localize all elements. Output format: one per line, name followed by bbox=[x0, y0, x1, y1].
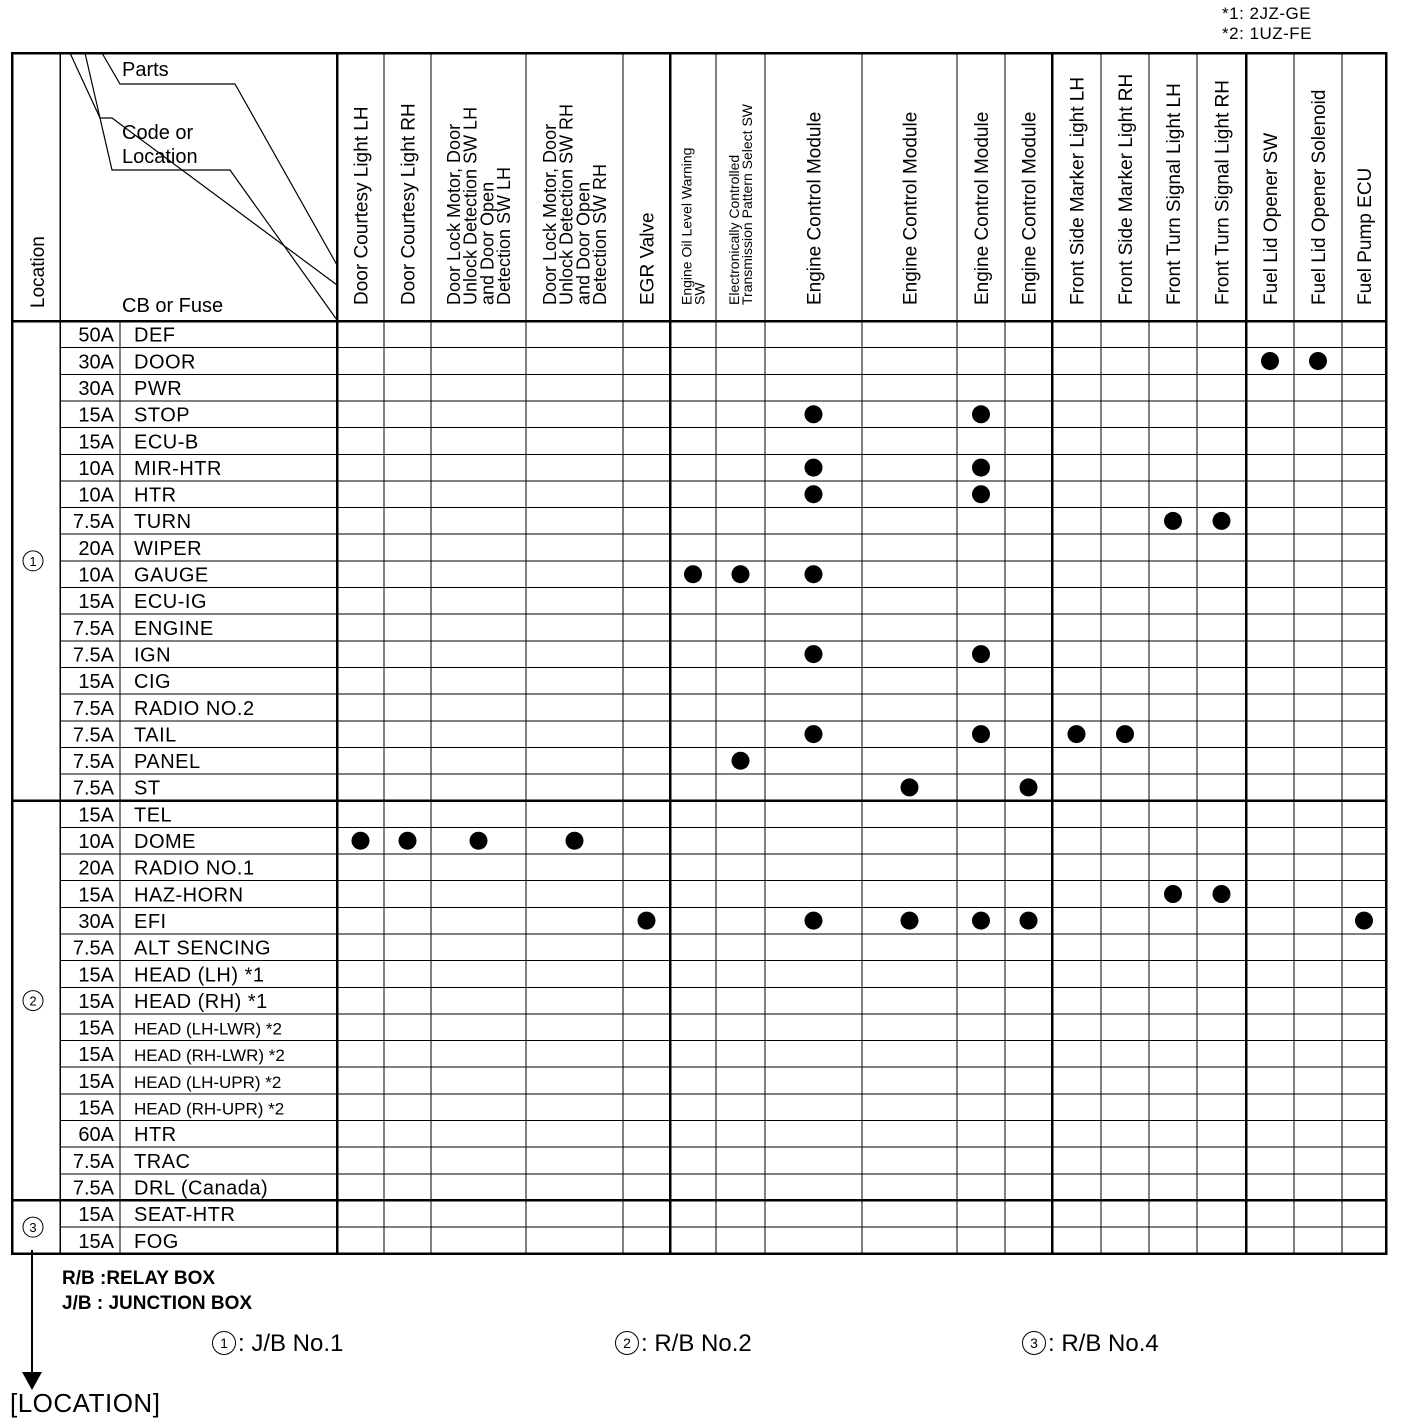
fuse-name: PANEL bbox=[134, 751, 201, 774]
fuse-amperage: 10A bbox=[78, 564, 114, 587]
connection-dot bbox=[972, 725, 990, 743]
group-marker: 1 bbox=[29, 553, 37, 569]
connection-dot bbox=[732, 752, 750, 770]
cb-fuse-header: CB or Fuse bbox=[122, 295, 224, 317]
group-marker: 2 bbox=[29, 993, 37, 1009]
connection-dot bbox=[352, 832, 370, 850]
parts-header: Parts bbox=[122, 59, 169, 81]
column-header-label: and Door Open bbox=[477, 181, 498, 305]
fuse-amperage: 15A bbox=[78, 1070, 114, 1093]
fuse-amperage: 7.5A bbox=[72, 1177, 114, 1200]
fuse-name: HEAD (LH-LWR) *2 bbox=[134, 1019, 282, 1039]
location-marker-3: 3 bbox=[1022, 1331, 1046, 1355]
connection-dot bbox=[732, 565, 750, 583]
fuse-amperage: 7.5A bbox=[72, 1150, 114, 1173]
fuse-amperage: 15A bbox=[78, 1017, 114, 1040]
note-1: *1: 2JZ-GE bbox=[1222, 4, 1312, 23]
connection-dot bbox=[972, 645, 990, 663]
fuse-amperage: 15A bbox=[78, 1204, 114, 1227]
connection-dot bbox=[566, 832, 584, 850]
legend-relay-box: R/B :RELAY BOX bbox=[62, 1268, 216, 1289]
column-header-label: Engine Control Module bbox=[900, 111, 922, 305]
note-2: *2: 1UZ-FE bbox=[1222, 24, 1313, 43]
location-marker-2: 2 bbox=[615, 1331, 639, 1355]
connection-dot bbox=[1020, 912, 1038, 930]
location-marker-1: 1 bbox=[212, 1331, 236, 1355]
column-header-label: Fuel Lid Opener SW bbox=[1260, 132, 1282, 305]
column-header-label: Electronically Controlled bbox=[726, 154, 743, 305]
fuse-amperage: 7.5A bbox=[72, 644, 114, 667]
location-arrow-line bbox=[31, 1250, 33, 1375]
header-diagonal bbox=[85, 53, 337, 320]
fuse-name: GAUGE bbox=[134, 564, 209, 587]
column-header-label: Engine Control Module bbox=[971, 111, 993, 305]
fuse-amperage: 15A bbox=[78, 1230, 114, 1253]
connection-dot bbox=[399, 832, 417, 850]
fuse-name: TRAC bbox=[134, 1150, 191, 1173]
fuse-name: DOME bbox=[134, 831, 196, 853]
fuse-amperage: 15A bbox=[78, 1097, 114, 1120]
connection-dot bbox=[1261, 352, 1279, 370]
fuse-name: DOOR bbox=[134, 351, 196, 374]
connection-dot bbox=[1020, 778, 1038, 796]
fuse-amperage: 7.5A bbox=[72, 751, 114, 774]
fuse-name: ST bbox=[134, 777, 161, 800]
fuse-amperage: 7.5A bbox=[72, 511, 114, 534]
connection-dot bbox=[805, 485, 823, 503]
fuse-amperage: 60A bbox=[78, 1124, 114, 1147]
connection-dot bbox=[1213, 885, 1231, 903]
location-text-1: : J/B No.1 bbox=[238, 1330, 344, 1357]
fuse-amperage: 7.5A bbox=[72, 724, 114, 747]
column-header-label: EGR Valve bbox=[637, 212, 659, 305]
connection-dot bbox=[805, 565, 823, 583]
column-header-label: Fuel Lid Opener Solenoid bbox=[1308, 89, 1330, 305]
code-header-line1: Code or bbox=[122, 122, 194, 144]
connection-dot bbox=[972, 405, 990, 423]
location-header: Location bbox=[28, 236, 49, 308]
fuse-name: TEL bbox=[134, 804, 173, 827]
fuse-amperage: 7.5A bbox=[72, 777, 114, 800]
column-header-label: Fuel Pump ECU bbox=[1354, 167, 1376, 305]
connection-dot bbox=[638, 912, 656, 930]
location-rb-no4 bbox=[1022, 1330, 1159, 1358]
fuse-amperage: 15A bbox=[78, 990, 114, 1013]
fuse-name: HTR bbox=[134, 484, 177, 507]
header-diagonal bbox=[70, 53, 337, 285]
connection-dot bbox=[1213, 512, 1231, 530]
fuse-name: WIPER bbox=[134, 537, 203, 560]
column-header-label: Detection SW LH bbox=[493, 166, 514, 305]
fuse-amperage: 15A bbox=[78, 431, 114, 454]
fuse-name: MIR-HTR bbox=[134, 457, 222, 480]
fuse-amperage: 30A bbox=[78, 910, 114, 933]
fuse-name: TURN bbox=[134, 511, 192, 534]
code-header-line2: Location bbox=[122, 146, 198, 168]
connection-dot bbox=[1309, 352, 1327, 370]
connection-dot bbox=[1164, 512, 1182, 530]
fuse-name: HEAD (RH-UPR) *2 bbox=[134, 1099, 285, 1119]
fuse-name: HEAD (LH) *1 bbox=[134, 964, 265, 987]
fuse-name: HEAD (RH-LWR) *2 bbox=[134, 1046, 285, 1066]
column-header-label: Door Courtesy Light LH bbox=[351, 106, 373, 305]
connection-dot bbox=[901, 912, 919, 930]
column-header-label: SW bbox=[691, 282, 708, 305]
fuse-name: IGN bbox=[134, 644, 172, 667]
fuse-name: RADIO NO.1 bbox=[134, 857, 255, 880]
connection-dot bbox=[901, 778, 919, 796]
fuse-amperage: 15A bbox=[78, 804, 114, 827]
column-header-label: Unlock Detection SW RH bbox=[556, 103, 577, 305]
fuse-amperage: 50A bbox=[78, 324, 114, 347]
fuse-amperage: 30A bbox=[78, 377, 114, 400]
connection-dot bbox=[1116, 725, 1134, 743]
fuse-amperage: 15A bbox=[78, 671, 114, 694]
fuse-name: PWR bbox=[134, 377, 183, 400]
column-header-label: Door Lock Motor, Door bbox=[540, 123, 561, 305]
column-header-label: Door Courtesy Light RH bbox=[398, 103, 420, 305]
column-header-label: Engine Control Module bbox=[1019, 111, 1041, 305]
fuse-name: STOP bbox=[134, 404, 191, 427]
column-header-label: Transmission Pattern Select SW bbox=[739, 104, 755, 305]
connection-dot bbox=[972, 459, 990, 477]
fuse-name: HTR bbox=[134, 1124, 177, 1147]
column-header-label: Engine Control Module bbox=[804, 111, 826, 305]
connection-dot bbox=[805, 459, 823, 477]
fuse-name: HEAD (RH) *1 bbox=[134, 990, 268, 1013]
connection-dot bbox=[805, 645, 823, 663]
connection-dot bbox=[805, 405, 823, 423]
fuse-name: RADIO NO.2 bbox=[134, 697, 255, 720]
fuse-amperage: 7.5A bbox=[72, 697, 114, 720]
abbreviation-legend bbox=[62, 1266, 252, 1316]
connection-dot bbox=[972, 485, 990, 503]
fuse-amperage: 10A bbox=[78, 457, 114, 480]
fuse-name: FOG bbox=[134, 1230, 179, 1253]
column-header-label: Front Side Marker Light LH bbox=[1067, 76, 1089, 305]
fuse-amperage: 20A bbox=[78, 537, 114, 560]
fuse-amperage: 15A bbox=[78, 884, 114, 907]
fuse-name: DEF bbox=[134, 324, 176, 347]
fuse-name: EFI bbox=[134, 910, 167, 933]
fuse-name: SEAT-HTR bbox=[134, 1204, 236, 1227]
fuse-name: CIG bbox=[134, 671, 172, 694]
fuse-amperage: 15A bbox=[78, 591, 114, 614]
column-header-label: Front Turn Signal Light LH bbox=[1163, 83, 1185, 305]
connection-dot bbox=[1355, 912, 1373, 930]
column-header-label: Detection SW RH bbox=[589, 163, 610, 305]
legend-junction-box: J/B : JUNCTION BOX bbox=[62, 1293, 253, 1314]
connection-dot bbox=[1164, 885, 1182, 903]
connection-dot bbox=[1068, 725, 1086, 743]
location-rb-no2 bbox=[615, 1330, 752, 1358]
fuse-amperage: 7.5A bbox=[72, 937, 114, 960]
column-header-label: Door Lock Motor, Door bbox=[444, 123, 465, 305]
fuse-name: ECU-IG bbox=[134, 591, 207, 614]
column-header-label: and Door Open bbox=[573, 181, 594, 305]
fuse-name: ECU-B bbox=[134, 431, 199, 454]
fuse-amperage: 15A bbox=[78, 964, 114, 987]
column-header-label: Engine Oil Level Warning bbox=[678, 147, 695, 305]
fuse-amperage: 10A bbox=[78, 484, 114, 507]
connection-dot bbox=[972, 912, 990, 930]
column-header-label: Front Side Marker Light RH bbox=[1115, 73, 1137, 305]
location-jb-no1 bbox=[212, 1330, 343, 1358]
location-text-2: : R/B No.2 bbox=[641, 1330, 752, 1357]
fuse-name: HEAD (LH-UPR) *2 bbox=[134, 1072, 282, 1092]
fuse-amperage: 7.5A bbox=[72, 617, 114, 640]
fuse-name: TAIL bbox=[134, 724, 177, 747]
column-header-label: Front Turn Signal Light RH bbox=[1212, 80, 1234, 305]
fuse-amperage: 10A bbox=[78, 831, 114, 853]
fuse-name: ENGINE bbox=[134, 617, 214, 640]
fuse-amperage: 15A bbox=[78, 1044, 114, 1067]
connection-dot bbox=[805, 912, 823, 930]
location-text-3: : R/B No.4 bbox=[1048, 1330, 1159, 1357]
connection-dot bbox=[805, 725, 823, 743]
column-header-label: Unlock Detection SW LH bbox=[460, 106, 481, 305]
fuse-name: HAZ-HORN bbox=[134, 884, 244, 907]
connection-dot bbox=[684, 565, 702, 583]
fuse-amperage: 30A bbox=[78, 351, 114, 374]
fuse-name: ALT SENCING bbox=[134, 937, 272, 960]
fuse-name: DRL (Canada) bbox=[134, 1177, 269, 1200]
fuse-amperage: 20A bbox=[78, 857, 114, 880]
group-marker: 3 bbox=[29, 1220, 37, 1236]
fuse-amperage: 15A bbox=[78, 404, 114, 427]
location-label: [LOCATION] bbox=[10, 1388, 161, 1418]
connection-dot bbox=[470, 832, 488, 850]
